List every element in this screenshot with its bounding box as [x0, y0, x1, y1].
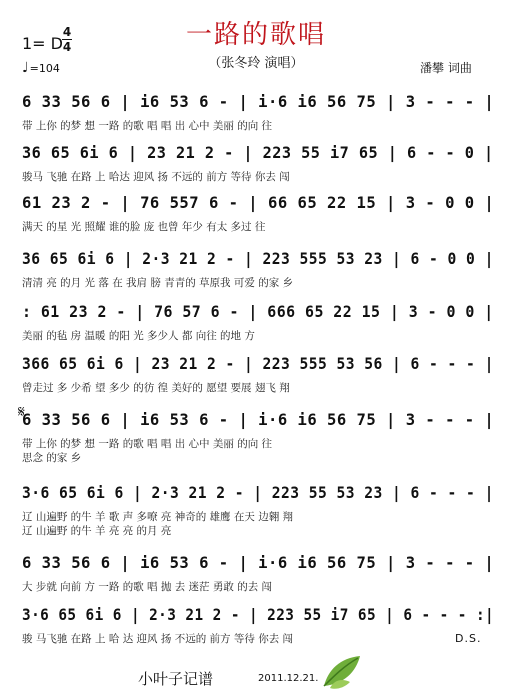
jianpu-notes: 36 65 6i 6 | 2·3 21 2 - | 223 555 53 23 | 6 - 0 0 | — [22, 249, 494, 268]
leaf-logo-icon — [320, 652, 364, 690]
lyrics-line: 带 上你 的梦 想 一路 的歌 唱 唱 出 心中 美丽 的向 往 — [22, 120, 273, 132]
tempo-value: =104 — [29, 62, 60, 75]
time-signature — [62, 26, 72, 53]
jianpu-notes: 3·6 65 6i 6 | 2·3 21 2 - | 223 55 i7 65 | 6 - - - :| — [22, 605, 495, 624]
lyrics-line-alt: 辽 山遍野 的牛 羊 亮 亮 的月 亮 — [22, 525, 172, 537]
composer-credit: 潘攀 词曲 — [420, 61, 472, 75]
transcription-date: 2011.12.21. — [258, 673, 319, 684]
lyrics-line: 大 步就 向前 方 一路 的歌 唱 抛 去 迷茫 勇敢 的去 闯 — [22, 581, 273, 593]
tempo-mark — [22, 60, 60, 76]
lyrics-line: 清清 亮 的月 光 落 在 我肩 膀 青青的 草原我 可爱 的家 乡 — [22, 277, 294, 289]
key-signature: 1= D — [22, 34, 63, 53]
lyrics-line: 满天 的星 光 照耀 谁的脸 庞 也曾 年少 有太 多过 往 — [22, 221, 266, 233]
time-bottom: 4 — [62, 40, 72, 54]
jianpu-notes: 6 33 56 6 | i6 53 6 - | i·6 i6 56 75 | 3 - - - | — [22, 410, 495, 429]
dal-segno-mark: D.S. — [455, 632, 482, 645]
segno-icon: 𝄋 — [18, 402, 25, 421]
jianpu-notes: 3·6 65 6i 6 | 2·3 21 2 - | 223 55 53 23 | 6 - - - | — [22, 483, 494, 502]
transcriber-signature: 小叶子记谱 — [138, 670, 214, 688]
song-title: 一路的歌唱 — [185, 20, 326, 50]
lyrics-line: 曾走过 多 少希 望 多少 的彷 徨 美好的 愿望 要展 翅飞 翔 — [22, 382, 290, 394]
lyrics-line: 辽 山遍野 的牛 羊 歌 声 多嘹 亮 神奇的 雄鹰 在天 边翱 翔 — [22, 511, 294, 523]
performer-subtitle: （张冬玲 演唱） — [208, 56, 304, 71]
jianpu-notes: 6 33 56 6 | i6 53 6 - | i·6 i6 56 75 | 3 - - - | — [22, 553, 495, 572]
lyrics-line: 骏马 飞驰 在路 上 哈达 迎风 扬 不远的 前方 等待 你去 闯 — [22, 171, 290, 183]
lyrics-line: 带 上你 的梦 想 一路 的歌 唱 唱 出 心中 美丽 的向 往 — [22, 438, 273, 450]
lyrics-line: 骏 马飞驰 在路 上 哈 达 迎风 扬 不远的 前方 等待 你去 闯 — [22, 633, 294, 645]
jianpu-notes: 61 23 2 - | 76 557 6 - | 66 65 22 15 | 3 - 0 0 | — [22, 193, 495, 212]
jianpu-notes: 6 33 56 6 | i6 53 6 - | i·6 i6 56 75 | 3 - - - | — [22, 92, 495, 111]
jianpu-notes: 36 65 6i 6 | 23 21 2 - | 223 55 i7 65 | 6 - - 0 | — [22, 143, 494, 162]
quarter-note-icon: ♩ — [22, 60, 29, 76]
lyrics-line-alt: 思念 的家 乡 — [22, 452, 82, 464]
time-top: 4 — [62, 25, 72, 39]
jianpu-notes: 366 65 6i 6 | 23 21 2 - | 223 555 53 56 | 6 - - - | — [22, 354, 494, 373]
lyrics-line: 美丽 的毡 房 温暖 的阳 光 多少人 都 向往 的地 方 — [22, 330, 255, 342]
jianpu-notes: : 61 23 2 - | 76 57 6 - | 666 65 22 15 | 3 - 0 0 | — [22, 302, 494, 321]
